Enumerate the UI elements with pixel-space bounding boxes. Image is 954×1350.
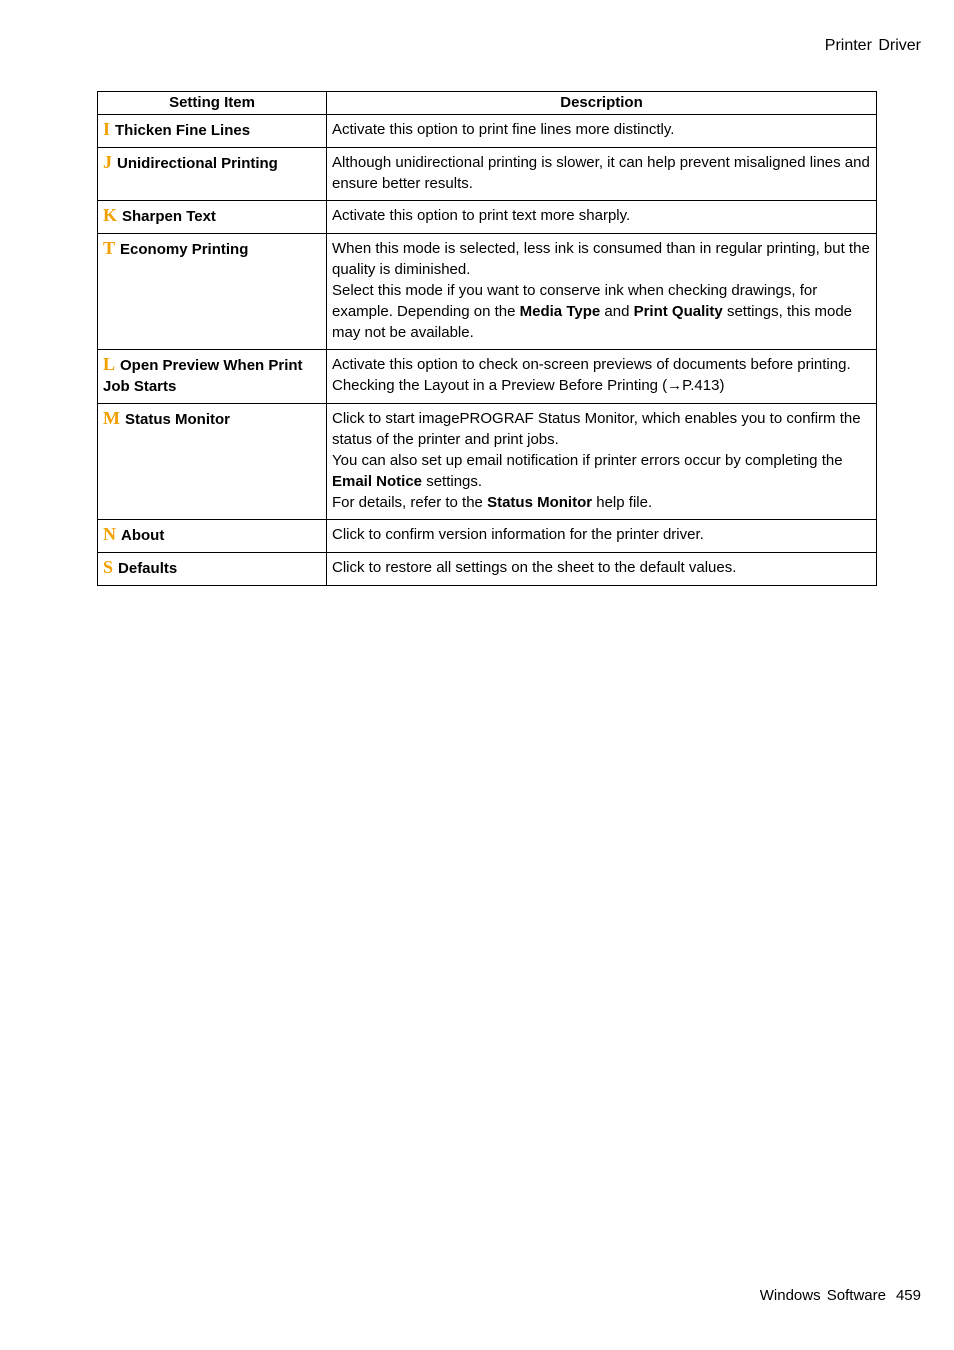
item-marker-glyph: S	[103, 557, 114, 577]
description-cell	[327, 201, 877, 234]
description-text: Activate this option to print text more sharply.	[332, 207, 631, 224]
description-paragraph	[332, 205, 871, 226]
setting-item-cell	[98, 148, 327, 201]
description-paragraph	[332, 280, 871, 343]
description-paragraph	[332, 238, 871, 280]
item-marker-glyph: M	[103, 408, 120, 428]
description-text: Checking the Layout in a Preview Before Printing (→P.413)	[332, 377, 725, 394]
description-paragraph	[332, 408, 871, 450]
table-row	[98, 115, 877, 148]
item-marker-glyph: K	[103, 205, 118, 225]
emphasized-term: Status Monitor	[487, 494, 593, 511]
description-text: Activate this option to check on-screen previews of documents before printing.	[332, 356, 851, 373]
description-paragraph	[332, 492, 871, 513]
description-cell	[327, 234, 877, 350]
setting-item-name: Status Monitor	[125, 411, 230, 428]
item-marker-glyph: L	[103, 354, 116, 374]
description-text: settings, this mode may not be available.	[332, 303, 853, 341]
settings-table	[97, 91, 877, 586]
description-text: help file.	[592, 494, 653, 511]
description-text: When this mode is selected, less ink is consumed than in regular printing, but the quality is diminished.	[332, 240, 870, 278]
setting-item-name: About	[121, 527, 165, 544]
emphasized-term: Print Quality	[633, 303, 723, 320]
setting-item-name: Defaults	[118, 560, 178, 577]
setting-item-cell	[98, 201, 327, 234]
table-row	[98, 201, 877, 234]
setting-item-cell	[98, 404, 327, 520]
footer-section-name: Windows Software	[759, 1287, 886, 1304]
item-marker-glyph: T	[103, 238, 116, 258]
table-row	[98, 148, 877, 201]
description-text: and	[600, 303, 634, 320]
column-header-description: Description	[327, 92, 877, 115]
description-cell	[327, 115, 877, 148]
table-row	[98, 350, 877, 404]
setting-item-name: Open Preview When Print Job Starts	[103, 357, 303, 395]
setting-item-cell	[98, 115, 327, 148]
column-header-setting-item: Setting Item	[98, 92, 327, 115]
setting-item-cell	[98, 553, 327, 586]
description-text: Although unidirectional printing is slower, it can help prevent misaligned lines and ensure better results.	[332, 154, 870, 192]
table-row	[98, 553, 877, 586]
description-cell	[327, 350, 877, 404]
description-cell	[327, 553, 877, 586]
description-text: For details, refer to the	[332, 494, 488, 511]
description-cell	[327, 148, 877, 201]
table-body	[98, 115, 877, 586]
description-text: settings.	[422, 473, 483, 490]
description-text: Click to restore all settings on the sheet to the default values.	[332, 559, 737, 576]
table-header-row	[98, 92, 877, 115]
emphasized-term: Email Notice	[332, 473, 423, 490]
description-cell	[327, 404, 877, 520]
setting-item-name: Unidirectional Printing	[117, 155, 278, 172]
setting-item-cell	[98, 520, 327, 553]
description-paragraph	[332, 152, 871, 194]
setting-item-cell	[98, 234, 327, 350]
description-text: You can also set up email notification if printer errors occur by completing the	[332, 452, 843, 469]
description-text: Click to start imagePROGRAF Status Monitor, which enables you to confirm the status of the printer and print jobs.	[332, 410, 861, 448]
setting-item-name: Thicken Fine Lines	[115, 122, 251, 139]
page-number: 459	[895, 1287, 921, 1304]
running-header-title: Printer Driver	[824, 37, 921, 54]
emphasized-term: Media Type	[519, 303, 601, 320]
setting-item-name: Sharpen Text	[122, 208, 216, 225]
description-paragraph	[332, 375, 871, 396]
table-row	[98, 234, 877, 350]
setting-item-cell	[98, 350, 327, 404]
description-paragraph	[332, 119, 871, 140]
description-text: Click to confirm version information for the printer driver.	[332, 526, 704, 543]
page-footer	[760, 1287, 921, 1304]
description-paragraph	[332, 524, 871, 545]
description-text: Activate this option to print fine lines more distinctly.	[332, 121, 675, 138]
setting-item-name: Economy Printing	[120, 241, 249, 258]
description-paragraph	[332, 557, 871, 578]
table-row	[98, 404, 877, 520]
description-paragraph	[332, 354, 871, 375]
table-row	[98, 520, 877, 553]
description-cell	[327, 520, 877, 553]
item-marker-glyph: J	[103, 152, 112, 172]
description-paragraph	[332, 450, 871, 492]
description-text: Select this mode if you want to conserve ink when checking drawings, for example. Depending on the	[332, 282, 818, 320]
item-marker-glyph: N	[103, 524, 116, 544]
item-marker-glyph: I	[103, 119, 111, 139]
